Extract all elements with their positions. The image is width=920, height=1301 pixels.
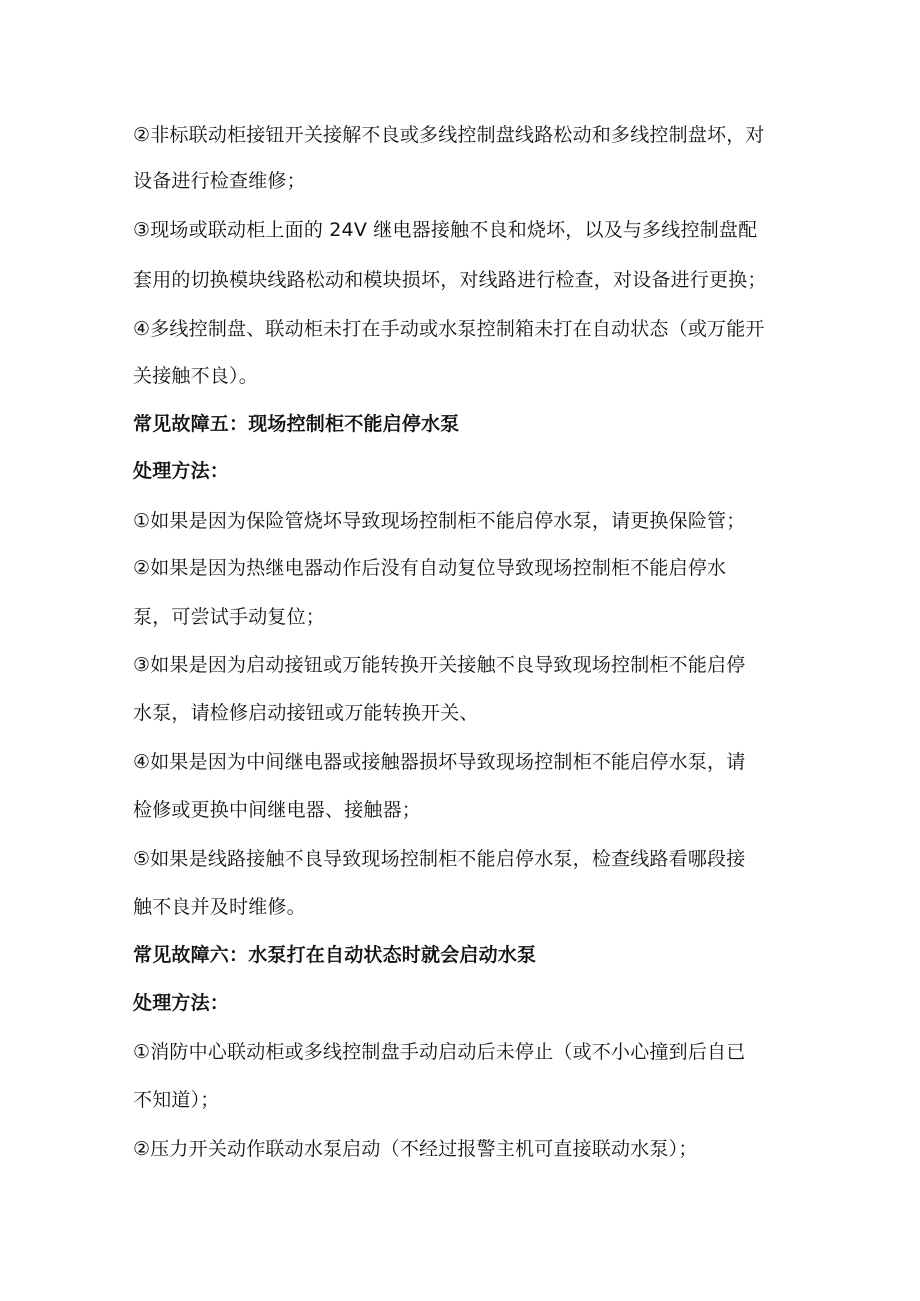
paragraph-line: ③如果是因为启动接钮或万能转换开关接触不良导致现场控制柜不能启停: [133, 654, 746, 676]
section-heading: 常见故障五：现场控制柜不能启停水泵: [133, 413, 460, 435]
method-heading: 处理方法：: [133, 992, 230, 1014]
paragraph-line: 水泵，请检修启动接钮或万能转换开关、: [133, 702, 479, 724]
paragraph-line: ④多线控制盘、联动柜未打在手动或水泵控制箱未打在自动状态（或万能开: [133, 318, 765, 340]
paragraph-line: ②如果是因为热继电器动作后没有自动复位导致现场控制柜不能启停水: [133, 557, 727, 579]
paragraph-line: ⑤如果是线路接触不良导致现场控制柜不能启停水泵，检查线路看哪段接: [133, 848, 746, 870]
section-heading: 常见故障六：水泵打在自动状态时就会启动水泵: [133, 944, 537, 966]
paragraph-line: 关接触不良）。: [133, 365, 258, 387]
paragraph-line: 套用的切换模块线路松动和模块损坏，对线路进行检查，对设备进行更换；: [133, 269, 767, 291]
paragraph-line: 检修或更换中间继电器、接触器；: [133, 799, 422, 821]
paragraph-line: 不知道）；: [133, 1089, 220, 1111]
paragraph-line: ④如果是因为中间继电器或接触器损坏导致现场控制柜不能启停水泵，请: [133, 751, 746, 773]
paragraph-line: ①如果是因为保险管烧坏导致现场控制柜不能启停水泵，请更换保险管；: [133, 510, 746, 532]
paragraph-line: ②压力开关动作联动水泵启动（不经过报警主机可直接联动水泵）；: [133, 1138, 698, 1160]
method-heading: 处理方法：: [133, 460, 230, 482]
paragraph-line: ①消防中心联动柜或多线控制盘手动启动后未停止（或不小心撞到后自已: [133, 1041, 746, 1063]
paragraph-line: ③现场或联动柜上面的 24V 继电器接触不良和烧坏，以及与多线控制盘配: [133, 219, 758, 241]
paragraph-line: 泵，可尝试手动复位；: [133, 606, 326, 628]
paragraph-line: ②非标联动柜接钮开关接解不良或多线控制盘线路松动和多线控制盘坏，对: [133, 124, 765, 146]
paragraph-line: 触不良并及时维修。: [133, 896, 306, 918]
paragraph-line: 设备进行检查维修；: [133, 170, 306, 192]
